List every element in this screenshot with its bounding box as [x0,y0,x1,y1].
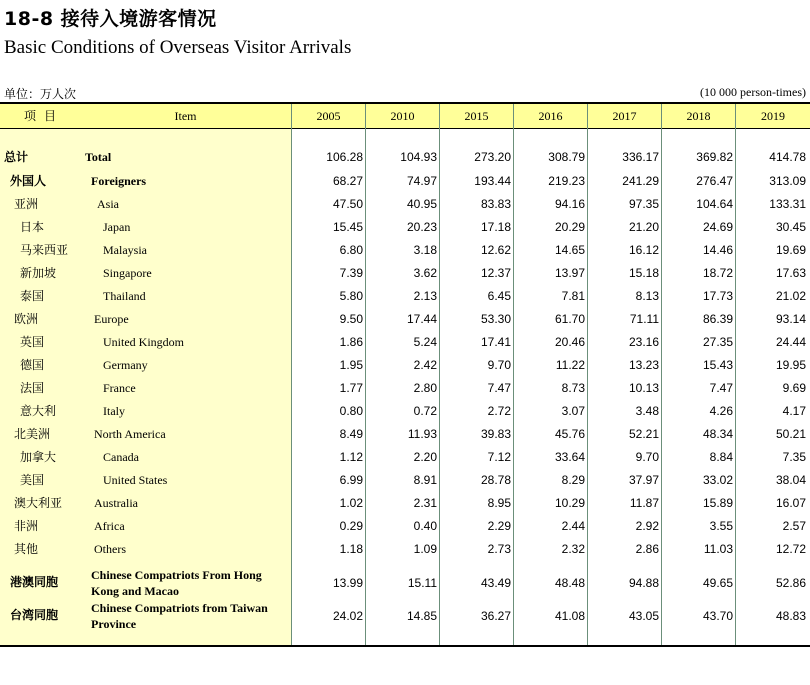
table-cell: 1.95 [339,358,363,372]
table-cell: 21.02 [775,289,806,303]
table-row [0,599,810,633]
table-cell: 2.32 [561,542,585,556]
table-cell: 52.86 [775,576,806,590]
row-label-en: Asia [97,197,119,211]
row-label-en: Thailand [103,289,146,303]
table-row [0,170,810,193]
table-cell: 1.18 [339,542,363,556]
table-cell: 8.84 [709,450,733,464]
table-cell: 41.08 [554,609,585,623]
table-row [0,354,810,377]
table-cell: 83.83 [480,197,511,211]
table-cell: 68.27 [332,174,363,188]
table-cell: 27.35 [702,335,733,349]
table-cell: 313.09 [769,174,806,188]
table-cell: 9.50 [339,312,363,326]
table-cell: 7.12 [487,450,511,464]
unit-label-en: (10 000 person-times) [700,85,806,99]
row-label-cn: 加拿大 [20,450,57,464]
table-cell: 43.70 [702,609,733,623]
row-label-cn: 总计 [4,150,29,164]
header-year: 2017 [612,109,637,123]
header-year: 2015 [464,109,489,123]
row-label-cn: 法国 [20,381,45,395]
row-label-cn: 马来西亚 [20,243,69,257]
table-cell: 10.29 [554,496,585,510]
row-label-en: Chinese Compatriots From Hong Kong and Macao [91,568,262,598]
table-cell: 17.18 [480,220,511,234]
table-cell: 104.64 [696,197,733,211]
table-cell: 23.16 [628,335,659,349]
table-cell: 6.99 [339,473,363,487]
row-label-cn: 其他 [14,542,39,556]
row-label-cn: 意大利 [20,404,57,418]
table-cell: 11.87 [629,496,659,510]
row-label-en: Europe [94,312,129,326]
table-cell: 6.45 [487,289,511,303]
table-cell: 36.27 [480,609,511,623]
table-cell: 2.44 [561,519,585,533]
table-cell: 12.37 [480,266,511,280]
header-year: 2010 [390,109,415,123]
table-cell: 94.88 [628,576,659,590]
table-cell: 14.85 [406,609,437,623]
table-row [0,193,810,216]
table-cell: 24.44 [775,335,806,349]
table-cell: 61.70 [554,312,585,326]
row-label-en: Africa [94,519,125,533]
table-cell: 93.14 [775,312,806,326]
table-cell: 1.02 [339,496,363,510]
table-cell: 2.92 [635,519,659,533]
table-cell: 336.17 [622,150,659,164]
table-cell: 104.93 [400,150,437,164]
table-cell: 11.93 [407,427,437,441]
table-cell: 241.29 [622,174,659,188]
row-label-en: United States [103,473,168,487]
table-header [0,104,810,129]
row-label-en: North America [94,427,166,441]
header-year: 2018 [686,109,711,123]
table-cell: 0.40 [413,519,437,533]
table-cell: 15.89 [702,496,733,510]
table-cell: 20.29 [554,220,585,234]
table-cell: 6.80 [339,243,363,257]
table-cell: 48.48 [554,576,585,590]
header-year: 2016 [538,109,563,123]
table-cell: 9.70 [635,450,659,464]
table-cell: 219.23 [548,174,585,188]
table-row [0,377,810,400]
table-cell: 11.22 [555,358,585,372]
table-cell: 17.63 [775,266,806,280]
table-cell: 40.95 [406,197,437,211]
row-label-en: Canada [103,450,139,464]
table-cell: 12.72 [775,542,806,556]
table-cell: 38.04 [775,473,806,487]
table-cell: 15.45 [332,220,363,234]
row-label-cn: 亚洲 [14,197,39,211]
table-cell: 7.47 [709,381,733,395]
table-cell: 48.83 [775,609,806,623]
row-label-cn: 外国人 [10,174,47,188]
row-label-en: Total [85,150,112,164]
table-cell: 2.72 [487,404,511,418]
table-cell: 9.70 [487,358,511,372]
table-cell: 49.65 [702,576,733,590]
table-cell: 2.31 [413,496,437,510]
table-cell: 4.26 [709,404,733,418]
table-cell: 12.62 [480,243,511,257]
table-cell: 24.02 [332,609,363,623]
table-cell: 13.97 [554,266,585,280]
table-row [0,492,810,515]
table-cell: 39.83 [480,427,511,441]
table-cell: 86.39 [702,312,733,326]
row-label-cn: 泰国 [20,289,45,303]
table-cell: 74.97 [406,174,437,188]
table-row [0,216,810,239]
table-cell: 17.73 [702,289,733,303]
table-cell: 308.79 [548,150,585,164]
row-label-cn: 欧洲 [14,312,39,326]
table-cell: 30.45 [775,220,806,234]
table-cell: 0.29 [339,519,363,533]
table-row [0,538,810,561]
table-cell: 43.49 [480,576,511,590]
table-cell: 16.12 [628,243,659,257]
row-label-cn: 澳大利亚 [14,496,63,510]
table-cell: 2.80 [413,381,437,395]
table-cell: 14.65 [554,243,585,257]
row-label-en: Others [94,542,126,556]
table-cell: 33.02 [702,473,733,487]
table-cell: 8.95 [487,496,511,510]
table-cell: 20.46 [554,335,585,349]
table-title-cn: 18-8 接待入境游客情况 [4,8,217,30]
row-label-cn: 德国 [20,358,45,372]
table-cell: 0.80 [339,404,363,418]
table-row [0,423,810,446]
row-label-cn: 港澳同胞 [10,575,59,589]
table-cell: 94.16 [554,197,585,211]
table-bottom-rule [0,645,810,647]
header-year: 2005 [316,109,341,123]
table-row [0,515,810,538]
table-cell: 19.95 [775,358,806,372]
table-cell: 3.07 [561,404,585,418]
table-cell: 3.48 [635,404,659,418]
table-cell: 17.44 [406,312,437,326]
row-label-cn: 台湾同胞 [10,608,59,622]
table-cell: 3.55 [709,519,733,533]
row-label-en: United Kingdom [103,335,184,349]
table-row [0,469,810,492]
table-cell: 13.99 [332,576,363,590]
table-cell: 106.28 [326,150,363,164]
table-cell: 4.17 [782,404,806,418]
table-cell: 20.23 [406,220,437,234]
row-label-cn: 美国 [20,473,45,487]
table-cell: 7.35 [782,450,806,464]
table-cell: 21.20 [628,220,659,234]
table-row [0,400,810,423]
table-cell: 273.20 [474,150,511,164]
table-cell: 9.69 [782,381,806,395]
table-cell: 10.13 [628,381,659,395]
table-cell: 19.69 [775,243,806,257]
table-cell: 7.39 [339,266,363,280]
table-cell: 1.09 [413,542,437,556]
row-label-cn: 英国 [20,335,45,349]
table-cell: 47.50 [332,197,363,211]
row-label-en: Singapore [103,266,152,280]
table-cell: 2.29 [487,519,511,533]
row-label-cn: 新加坡 [20,266,57,280]
table-cell: 2.86 [635,542,659,556]
table-cell: 15.43 [702,358,733,372]
table-cell: 15.11 [407,576,437,590]
table-title-en: Basic Conditions of Overseas Visitor Arrivals [4,37,352,58]
table-cell: 45.76 [554,427,585,441]
table-cell: 8.91 [413,473,437,487]
table-cell: 52.21 [628,427,659,441]
table-cell: 2.20 [413,450,437,464]
table-cell: 2.42 [413,358,437,372]
table-cell: 13.23 [628,358,659,372]
table-cell: 8.13 [635,289,659,303]
table-cell: 33.64 [554,450,585,464]
table-cell: 1.86 [339,335,363,349]
table-cell: 97.35 [628,197,659,211]
table-cell: 414.78 [769,150,806,164]
table-row [0,285,810,308]
table-cell: 5.24 [413,335,437,349]
table-row [0,146,810,169]
table-row [0,308,810,331]
row-label-cn: 日本 [20,220,45,234]
table-cell: 1.12 [339,450,363,464]
table-cell: 7.81 [561,289,585,303]
table-row [0,566,810,600]
table-cell: 3.18 [413,243,437,257]
table-cell: 53.30 [480,312,511,326]
header-item-cn: 项目 [23,109,64,123]
row-label-en: Germany [103,358,148,372]
table-cell: 24.69 [702,220,733,234]
table-cell: 71.11 [629,312,659,326]
row-label-cn: 非洲 [14,519,39,533]
table-cell: 8.29 [561,473,585,487]
table-cell: 2.57 [782,519,806,533]
table-row [0,262,810,285]
table-row [0,239,810,262]
table-cell: 14.46 [702,243,733,257]
table-cell: 193.44 [474,174,511,188]
table-cell: 2.13 [413,289,437,303]
table-cell: 48.34 [702,427,733,441]
table-cell: 43.05 [628,609,659,623]
table-cell: 7.47 [487,381,511,395]
table-cell: 18.72 [702,266,733,280]
table-cell: 5.80 [339,289,363,303]
table-cell: 15.18 [628,266,659,280]
table-cell: 11.03 [703,542,733,556]
table-cell: 276.47 [696,174,733,188]
table-cell: 37.97 [628,473,659,487]
table-row [0,446,810,469]
table-cell: 1.77 [339,381,363,395]
table-cell: 28.78 [480,473,511,487]
table-cell: 3.62 [413,266,437,280]
header-item-en: Item [174,109,197,123]
table-cell: 133.31 [769,197,806,211]
row-label-en: Japan [103,220,131,234]
table-cell: 8.73 [561,381,585,395]
header-year: 2019 [761,109,785,123]
row-label-en: Foreigners [91,174,147,188]
row-label-en: Australia [94,496,138,510]
table-cell: 2.73 [487,542,511,556]
table-cell: 16.07 [775,496,806,510]
table-row [0,331,810,354]
table-cell: 8.49 [339,427,363,441]
row-label-en: Italy [103,404,125,418]
row-label-en: Malaysia [103,243,147,257]
table-cell: 0.72 [413,404,437,418]
row-label-cn: 北美洲 [14,427,51,441]
row-label-en: Chinese Compatriots from Taiwan Province [91,601,268,631]
table-cell: 17.41 [480,335,511,349]
row-label-en: France [103,381,136,395]
table-cell: 369.82 [696,150,733,164]
table-cell: 50.21 [775,427,806,441]
unit-label-cn: 单位：万人次 [4,87,77,101]
